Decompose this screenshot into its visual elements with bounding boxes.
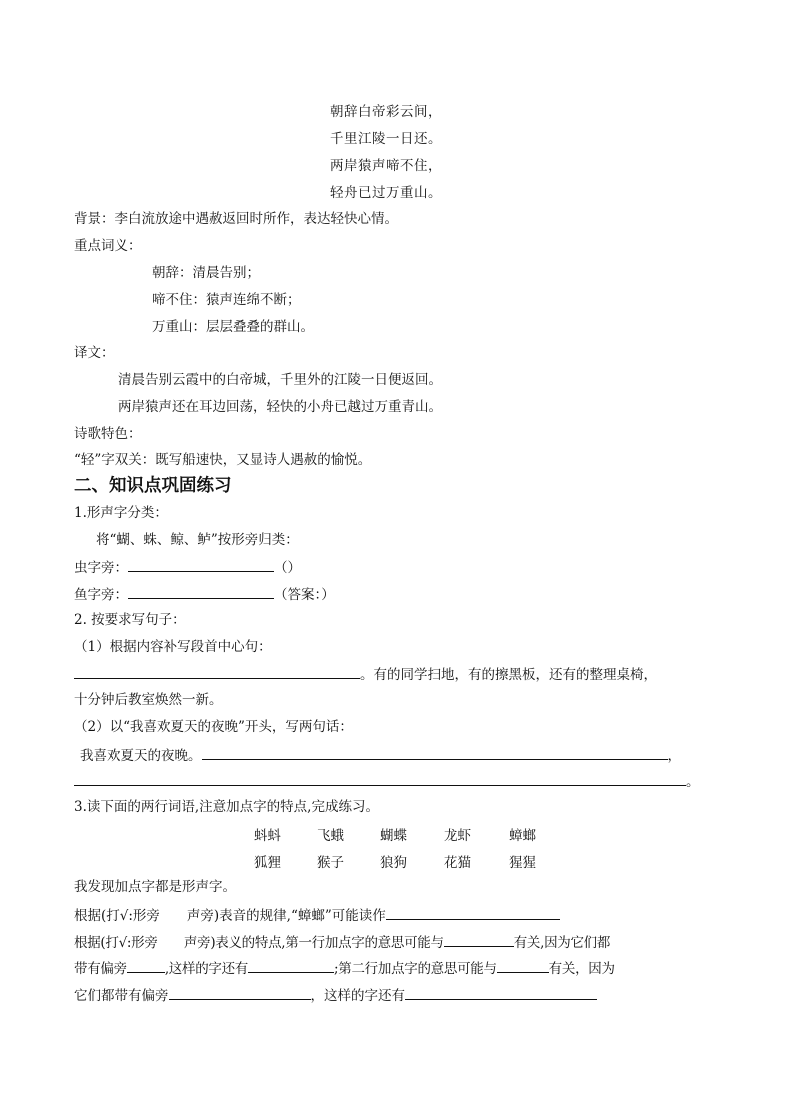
word-row-2 (0, 851, 790, 869)
fish-radical-label: 鱼字旁： (74, 587, 128, 603)
word-item: 蟑螂 (509, 828, 536, 844)
q3-rule4 (74, 985, 597, 1005)
key-words-heading: 重点词义： (74, 238, 142, 254)
translation-line: 清晨告别云霞中的白帝城，千里外的江陵一日便返回。 (118, 372, 442, 388)
poem-line-4: 轻舟已过万重山。 (330, 185, 442, 201)
fish-bracket: （答案：） (274, 587, 335, 603)
q1-title: 1.形声字分类： (74, 505, 168, 521)
q3-rule3 (74, 958, 615, 978)
meaning-blank-2[interactable] (497, 958, 549, 973)
q3-rule2 (74, 932, 610, 952)
word-item: 花猫 (444, 855, 471, 871)
rule3-text-d: 有关，因为 (548, 961, 615, 977)
word-item: 蝴蝶 (380, 828, 407, 844)
word-item: 猴子 (317, 855, 344, 871)
q2-sub2-row (80, 745, 681, 765)
word-item: 狼狗 (380, 855, 407, 871)
q2-sub1: （1）根据内容补写段首中心句： (74, 639, 272, 655)
q1-prompt: 将“蝴、蛛、鲸、鲈”按形旁归类： (96, 532, 299, 548)
translation-line: 两岸猿声还在耳边回荡，轻快的小舟已越过万重青山。 (118, 399, 442, 415)
key-word-item: 万重山：层层叠叠的群山。 (152, 319, 314, 335)
translation-heading: 译文： (74, 345, 115, 361)
more-chars-blank-1[interactable] (248, 958, 334, 973)
section-title: 二、知识点巩固练习 (74, 476, 232, 496)
rule3-text-a: 带有偏旁 (74, 961, 127, 977)
period-mark: 。 (686, 774, 700, 790)
insect-radical-label: 虫字旁： (74, 560, 128, 576)
pronunciation-blank[interactable] (386, 905, 560, 920)
background-text: 背景：李白流放途中遇赦返回时所作，表达轻快心情。 (74, 211, 398, 227)
q2-sub2: （2）以“我喜欢夏天的夜晚”开头，写两句话： (74, 719, 353, 735)
topic-sentence-blank[interactable] (74, 664, 360, 679)
insect-bracket: （） (274, 560, 301, 576)
q1-insect-row (74, 557, 301, 577)
insect-answer-blank[interactable] (128, 557, 274, 572)
fish-answer-blank[interactable] (128, 584, 274, 599)
features-text: “轻”字双关：既写船速快，又显诗人遇赦的愉悦。 (74, 452, 372, 468)
poem-line-3: 两岸猿声啼不住， (330, 158, 442, 174)
word-row-1 (0, 824, 790, 842)
rule2-text: 根据(打√:形旁 声旁)表义的特点,第一行加点字的意思可能与 (74, 935, 444, 951)
radical-blank-1[interactable] (127, 958, 165, 973)
rule4-text-a: 它们都带有偏旁 (74, 988, 169, 1004)
q2-sub2-start: 我喜欢夏天的夜晚。 (80, 748, 202, 764)
features-heading: 诗歌特色： (74, 426, 142, 442)
poem-line-2: 千里江陵一日还。 (330, 131, 442, 147)
rule3-text-b: ,这样的字还有 (164, 961, 249, 977)
q2-sub1-row (74, 664, 657, 684)
rule4-text-b: ，这样的字还有 (310, 988, 405, 1004)
key-word-item: 朝辞：清晨告别； (152, 265, 260, 281)
more-chars-blank-2[interactable] (405, 985, 597, 1000)
sentence-blank-2[interactable] (74, 771, 686, 786)
comma-mark: ， (667, 748, 681, 764)
rule2-text-b: 有关,因为它们都 (513, 935, 611, 951)
word-item: 猩猩 (509, 855, 536, 871)
meaning-blank-1[interactable] (444, 932, 514, 947)
word-item: 飞蛾 (317, 828, 344, 844)
rule3-text-c: ;第二行加点字的意思可能与 (334, 961, 497, 977)
q3-title: 3.读下面的两行词语,注意加点字的特点,完成练习。 (74, 799, 379, 815)
sentence-blank-1[interactable] (202, 745, 668, 760)
q2-sub1-cont: 十分钟后教室焕然一新。 (74, 692, 223, 708)
rule1-text: 根据(打√:形旁 声旁)表音的规律,“蟑螂”可能读作 (74, 908, 386, 924)
q2-title: 2. 按要求写句子： (74, 612, 186, 628)
q2-sub2-row2 (74, 771, 700, 791)
q1-fish-row (74, 584, 335, 604)
word-item: 狐狸 (254, 855, 281, 871)
word-item: 龙虾 (444, 828, 471, 844)
key-word-item: 啼不住：猿声连绵不断； (152, 292, 301, 308)
radical-blank-2[interactable] (169, 985, 311, 1000)
q3-finding: 我发现加点字都是形声字。 (74, 879, 236, 895)
q2-sub1-after: 。有的同学扫地，有的擦黑板，还有的整理桌椅， (360, 667, 657, 683)
word-item: 蚪蚪 (254, 828, 281, 844)
q3-rule1 (74, 905, 560, 925)
poem-line-1: 朝辞白帝彩云间， (330, 104, 442, 120)
